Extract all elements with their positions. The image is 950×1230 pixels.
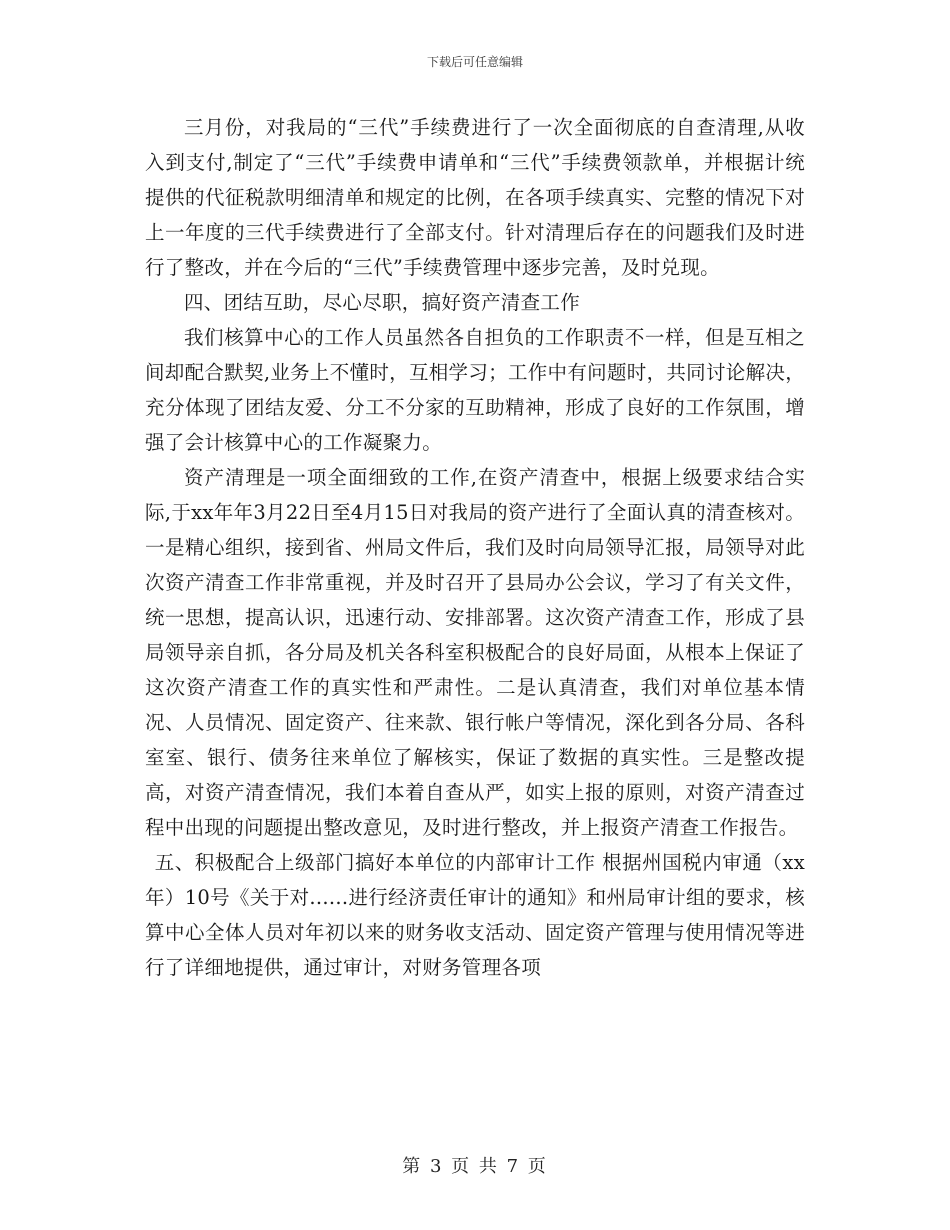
page-number: 第 3 页 共 7 页 [402,1156,548,1177]
section-heading-four: 四、团结互助，尽心尽职，搞好资产清查工作 [184,291,581,314]
paragraph-internal-audit: 五、积极配合上级部门搞好本单位的内部审计工作 根据州国税内审通（xx年）10号《关于对......进行经济责任审计的通知》和州局审计组的要求，核算中心全体人员对年初以来的财务收支活动、固定资产管理与使用情况等进行了详细地提供，通过审计，对财务管理各项 [145,851,805,979]
paragraph-three-fees: 三月份，对我局的“三代”手续费进行了一次全面彻底的自查清理,从收入到支付,制定了“三代”手续费申请单和“三代”手续费领款单，并根据计统提供的代征税款明细清单和规定的比例，在各项手续真实、完整的情况下对上一年度的三代手续费进行了全部支付。针对清理后存在的问题我们及时进行了整改，并在今后的“三代”手续费管理中逐步完善，及时兑现。 [145,116,805,279]
paragraph-teamwork: 我们核算中心的工作人员虽然各自担负的工作职责不一样，但是互相之间却配合默契,业务上不懂时，互相学习；工作中有问题时，共同讨论解决，充分体现了团结友爱、分工不分家的互助精神，形成了良好的工作氛围，增强了会计核算中心的工作凝聚力。 [145,326,805,454]
paragraph-asset-check: 资产清理是一项全面细致的工作,在资产清查中，根据上级要求结合实际,于xx年年3月22日至4月15日对我局的资产进行了全面认真的清查核对。一是精心组织，接到省、州局文件后，我们及时向局领导汇报，局领导对此次资产清查工作非常重视，并及时召开了县局办公会议，学习了有关文件，统一思想，提高认识，迅速行动、安排部署。这次资产清查工作，形成了县局领导亲自抓，各分局及机关各科室积极配合的良好局面，从根本上保证了这次资产清查工作的真实性和严肃性。二是认真清查，我们对单位基本情况、人员情况、固定资产、往来款、银行帐户等情况，深化到各分局、各科室室、银行、债务往来单位了解核实，保证了数据的真实性。三是整改提高，对资产清查情况，我们本着自查从严，如实上报的原则，对资产清查过程中出现的问题提出整改意见，及时进行整改，并上报资产清查工作报告。 [145,466,805,839]
page-header-note: 下载后可任意编辑 [426,55,523,69]
document-body [145,110,805,985]
